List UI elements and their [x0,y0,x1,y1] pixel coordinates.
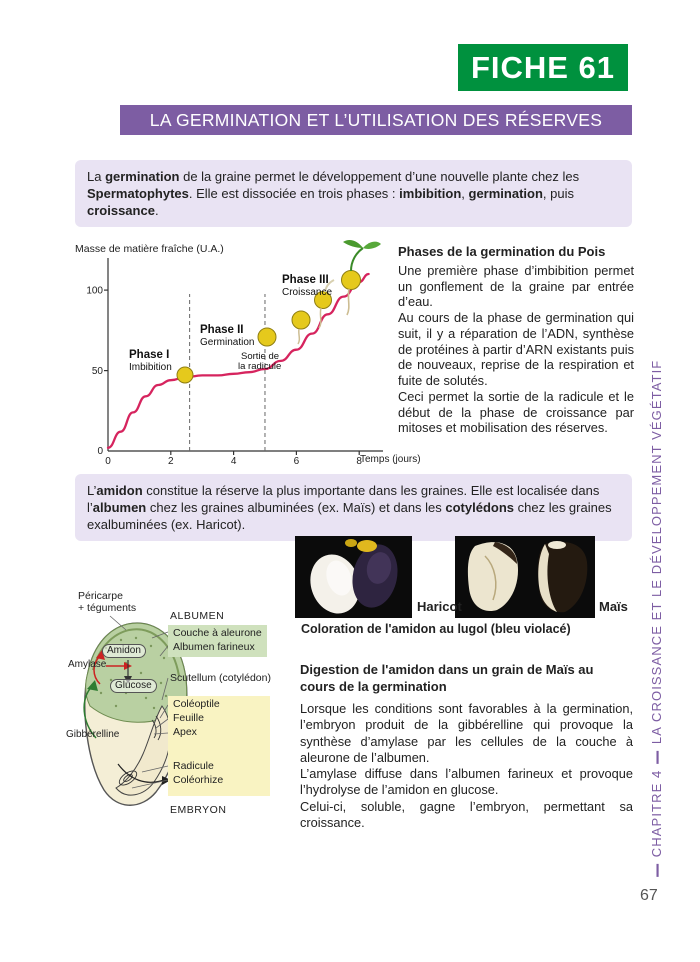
coleoptile-label: Coléoptile [173,698,220,710]
albumen-label-group [168,625,267,657]
svg-text:Phase II: Phase II [200,324,244,336]
pois-paragraph: Ceci permet la sortie de la radicule et le début de la phase de croissance par mitoses et mobilisation des réserves. [398,388,634,436]
radicle-annotation [238,351,281,372]
pericarpe-label: Péricarpe + téguments [78,590,137,615]
svg-text:2: 2 [168,456,174,467]
pois-paragraph: Au cours de la phase de germination qui suit, il y a réparation de l’ADN, synthèse de protéines à partir d’ARN existants puis de nouveaux, reprise de la respiration et fuite de solutés. [398,310,634,389]
albumen-header: ALBUMEN [170,610,225,622]
mais-label: Maïs [599,599,628,614]
photo-caption: Coloration de l'amidon au lugol (bleu violacé) [301,622,571,636]
svg-text:Germination: Germination [200,337,255,348]
svg-text:0: 0 [105,456,111,467]
x-tick-labels [105,456,362,467]
coleorhize-label: Coléorhize [173,774,224,786]
amidon-paragraph-box [75,474,632,541]
pois-paragraph: Une première phase d’imbibition permet un gonflement de la graine par entrée d’eau. [398,262,634,310]
aleurone-label: Couche à aleurone [173,627,262,639]
gibberellin-label: Gibbérelline [66,729,120,740]
svg-text:Phase III: Phase III [282,274,329,286]
germination-chart [73,236,423,476]
svg-text:Croissance: Croissance [282,287,333,298]
scutellum-label: Scutellum (cotylédon) [170,672,271,684]
haricot-photo [295,536,412,623]
germination-chart-figure [73,236,423,476]
digestion-paragraph: L’amylase diffuse dans l’albumen farineux et provoque l’hydrolyse de l’amidon en glucose. [300,766,633,798]
chapter-vertical-strip: ❙ CHAPITRE 4 ❙ LA CROISSANCE ET LE DÉVELOPPEMENT VÉGÉTATIF [649,359,664,878]
page-number: 67 [640,887,658,904]
amidon-tag: Amidon [102,644,146,658]
page-title [120,105,632,135]
feuille-label: Feuille [173,712,204,724]
svg-text:6: 6 [293,456,300,467]
apex-label: Apex [173,726,197,738]
embryon-header: EMBRYON [170,804,227,816]
y-axis-title: Masse de matière fraîche (U.A.) [75,243,224,255]
amylase-label: Amylase [68,659,107,670]
intro-paragraph-box [75,160,632,227]
svg-text:100: 100 [86,285,103,297]
svg-text:la radicule: la radicule [238,361,282,372]
svg-text:0: 0 [97,446,103,457]
page-title-text: LA GERMINATION ET L’UTILISATION DES RÉSERVES [149,109,603,130]
digestion-paragraph: Lorsque les conditions sont favorables à la germination, l’embryon produit de la gibbérelline qui provoque la synthèse d’amylase par les cellules de la couche à aleurone de l’albumen. [300,701,633,765]
mais-photo [455,536,595,623]
fiche-banner [458,44,628,91]
digestion-heading: Digestion de l'amidon dans un grain de Maïs au cours de la germination [300,662,594,694]
svg-text:4: 4 [230,456,237,467]
svg-text:8: 8 [356,456,362,467]
x-axis-title: Temps (jours) [360,454,421,465]
y-tick-labels [86,286,103,458]
glucose-tag: Glucose [110,679,157,693]
svg-text:Sortie de: Sortie de [241,351,280,362]
intro-text: La germination de la graine permet le développement d’une nouvelle plante chez les Spermatophytes. Elle est dissociée en trois phases : imbibition, germination, puis croissance. [87,169,580,219]
embryo-label-group [168,696,270,796]
pois-section [398,244,634,436]
digestion-paragraph: Celui-ci, soluble, gagne l’embryon, permettant sa croissance. [300,798,633,830]
maize-grain-diagram [66,588,296,846]
radicule-label: Radicule [173,760,214,772]
digestion-section [300,662,633,831]
fiche-label: FICHE 61 [470,49,616,85]
pois-heading: Phases de la germination du Pois [398,244,606,259]
albumen-farineux-label: Albumen farineux [173,641,255,654]
svg-text:50: 50 [91,366,103,377]
amidon-text: L’amidon constitue la réserve la plus importante dans les graines. Elle est localisée dans l’albumen chez les graines albuminées (ex. Maïs) et dans les cotylédons chez les graines exalbuminées (ex. Haricot). [87,483,612,533]
svg-text:Imbibition: Imbibition [129,362,172,373]
svg-text:Phase I: Phase I [129,349,170,361]
haricot-label: Haricot [417,599,462,614]
